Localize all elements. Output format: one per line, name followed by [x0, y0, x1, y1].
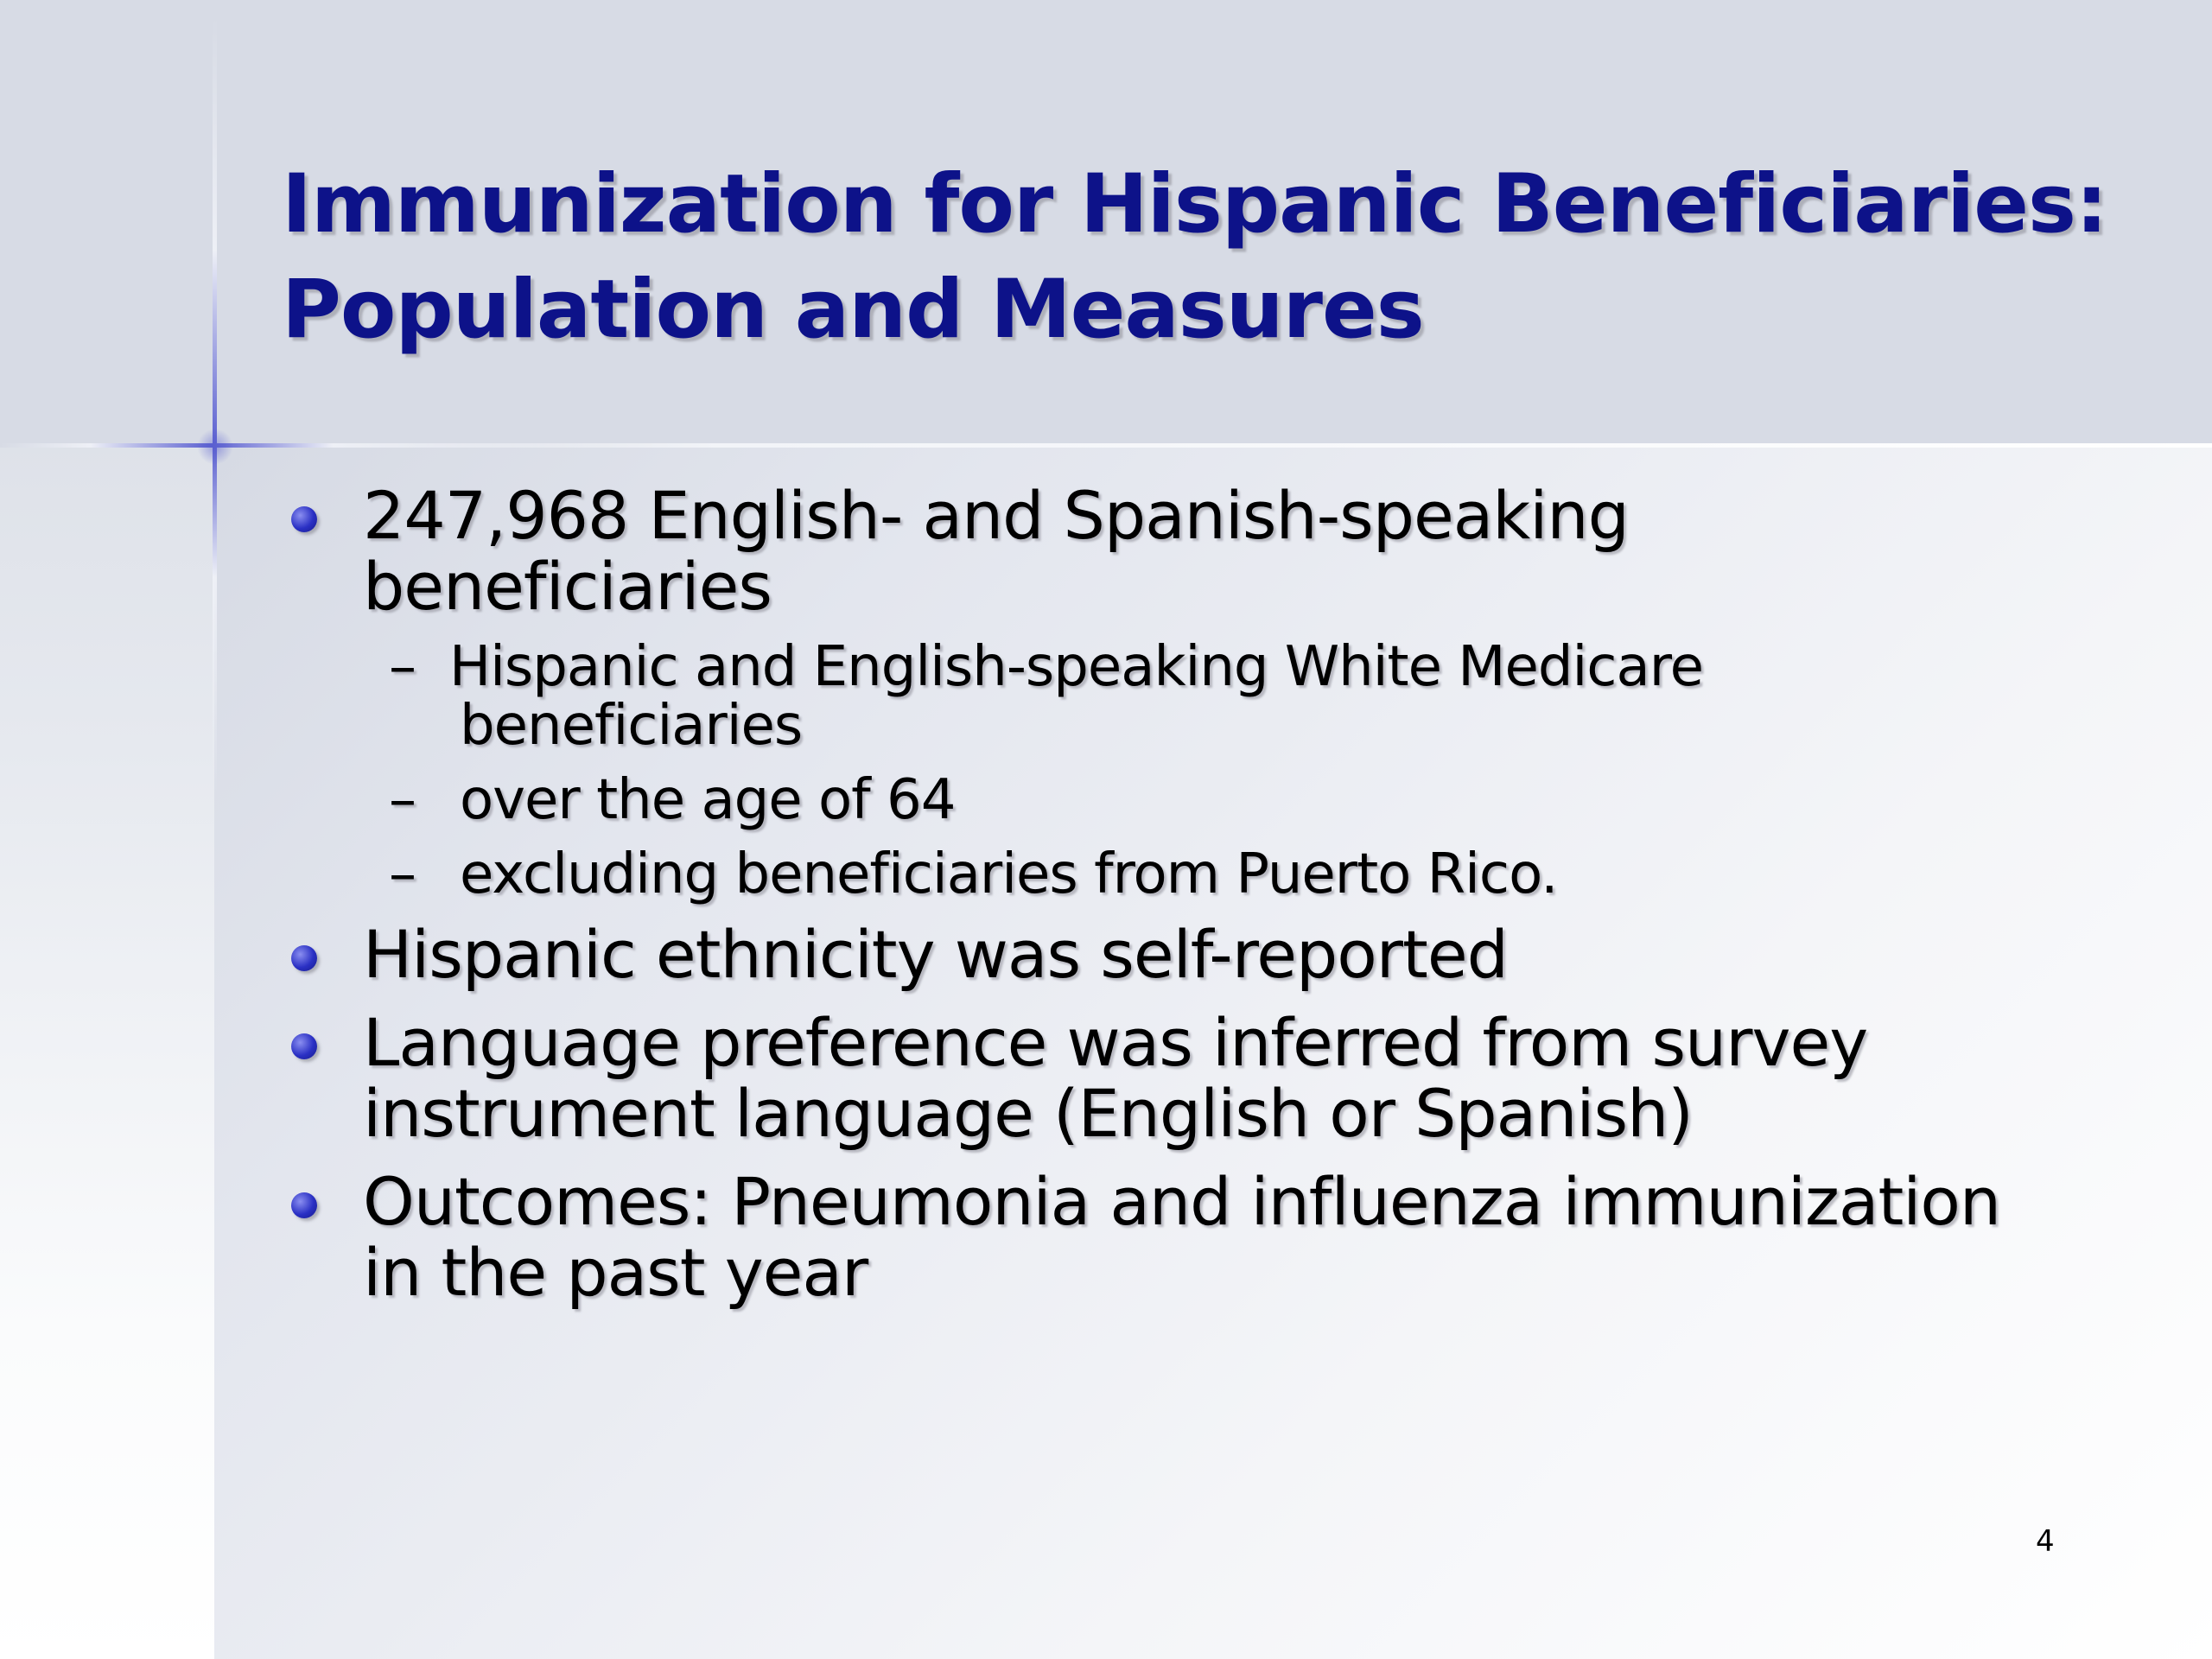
- bullet-text-line: Language preference was inferred from survey: [363, 1004, 1868, 1081]
- bullet-text-line: 247,968 English- and Spanish-speaking: [363, 477, 1629, 554]
- bullet-list: [282, 477, 2079, 1311]
- bullet-text-line: Hispanic ethnicity was self-reported: [363, 916, 1508, 993]
- bullet-dot-icon: [291, 945, 317, 971]
- dash-icon: –: [389, 842, 416, 906]
- star-decoration-vertical: [213, 17, 217, 795]
- sub-item-white-medicare: [363, 635, 2079, 758]
- sub-item-text: Hispanic and English-speaking White Medicare: [449, 635, 1703, 699]
- slide-title: [282, 152, 2165, 363]
- bullet-dot-icon: [291, 1033, 317, 1059]
- dash-icon: –: [389, 635, 416, 699]
- sub-item-text: over the age of 64: [460, 768, 956, 832]
- page-number: 4: [2036, 1524, 2055, 1559]
- sub-bullet-list: [363, 635, 2079, 906]
- bullet-text-line: Outcomes: Pneumonia and influenza immunization: [363, 1163, 2001, 1240]
- sub-item-puerto-rico: [363, 842, 2079, 906]
- bullet-item-outcomes: [282, 1163, 2079, 1311]
- bullet-item-language: [282, 1004, 2079, 1152]
- slide-title-line-1: Immunization for Hispanic Beneficiaries:: [282, 157, 2107, 251]
- slide-title-line-2: Population and Measures: [282, 263, 1424, 357]
- bullet-item-beneficiaries: [282, 477, 2079, 906]
- star-decoration-glow: [197, 429, 233, 465]
- bullet-item-ethnicity: [282, 916, 2079, 993]
- sub-item-text: excluding beneficiaries from Puerto Rico.: [460, 842, 1558, 906]
- bullet-dot-icon: [291, 1192, 317, 1218]
- header-divider: [346, 443, 2212, 448]
- sub-item-text: beneficiaries: [460, 694, 803, 758]
- bullet-dot-icon: [291, 506, 317, 532]
- dash-icon: –: [389, 768, 416, 832]
- bullet-text-line: in the past year: [363, 1234, 868, 1311]
- star-decoration-horizontal: [0, 443, 605, 448]
- bullet-text-line: instrument language (English or Spanish): [363, 1075, 1693, 1152]
- bullet-text-line: beneficiaries: [363, 548, 772, 625]
- sub-item-age: [363, 768, 2079, 832]
